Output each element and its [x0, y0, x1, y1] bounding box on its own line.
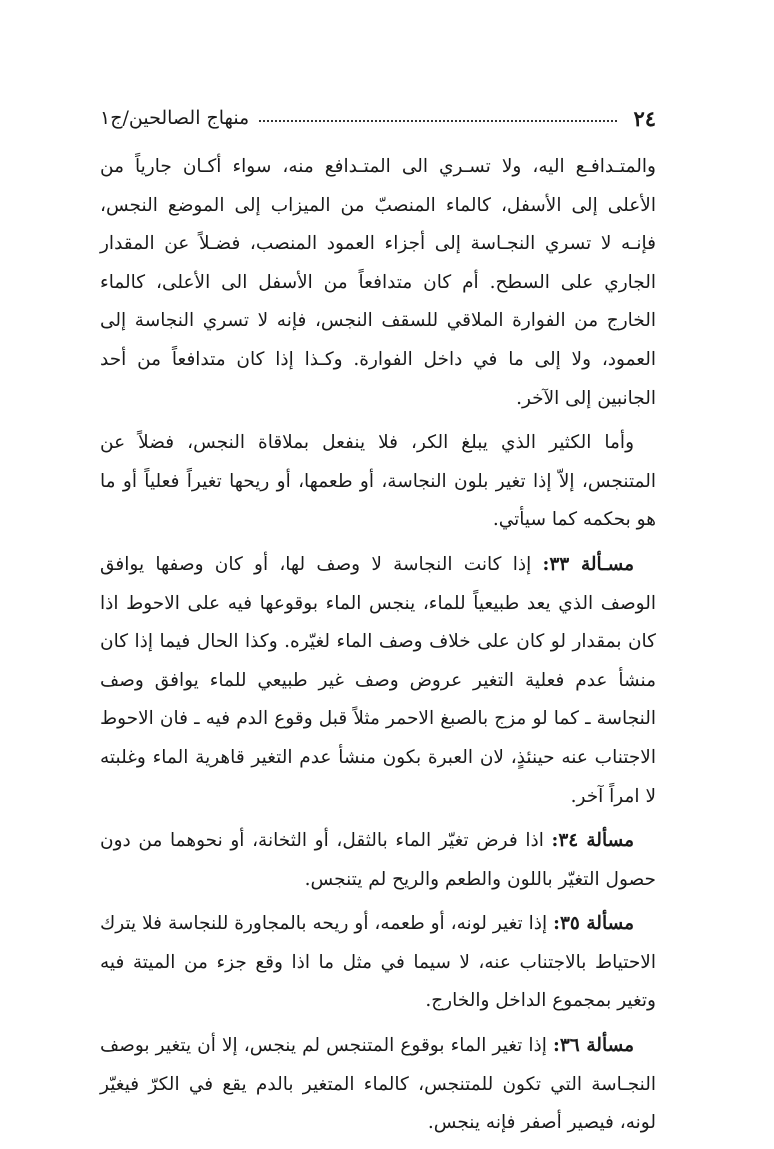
page-header — [100, 98, 656, 138]
issue-label: مسـألة ٣٣: — [542, 553, 635, 575]
paragraph-continuation — [100, 148, 656, 418]
paragraph-kurr — [100, 424, 656, 540]
running-title: منهاج الصالحين/ج١ — [100, 107, 250, 129]
issue-label: مسألة ٣٤: — [551, 830, 634, 852]
issue-label: مسألة ٣٦: — [553, 1035, 634, 1057]
issue-text: إذا كانت النجاسة لا وصف لها، أو كان وصفها يوافق الوصف الذي يعد طبيعياً للماء، ينجس الماء بوقوعها فيه على الاحوط اذا كان بمقدار لو كان على خلاف وصف الماء لغيّره. وكذا الحال فيما إذا كان منشأ عدم فعلية التغير عروض وصف غير طبيعي للماء يوافق وصف النجاسة ـ كما لو مزج بالصبغ الاحمر مثلاً قبل وقوع الدم فيه ـ فان الاحوط الاجتناب عنه حينئذٍ، لان العبرة بكون منشأ عدم التغير قاهرية الماء وغلبته لا امراً آخر. — [100, 553, 656, 807]
issue-text: إذا تغير لونه، أو طعمه، أو ريحه بالمجاورة للنجاسة فلا يترك الاحتياط بالاجتناب عنه، لا سيما في مثل ما اذا وقع جزء من الميتة فيه وتغير بمجموع الداخل والخارج. — [100, 913, 656, 1012]
issue-34 — [100, 822, 656, 899]
issue-text: إذا تغير الماء بوقوع المتنجس لم ينجس، إلا أن يتغير بوصف النجـاسة التي تكون للمتنجس، كالماء المتغير بالدم يقع في الكرّ فيغيّر لونه، فيصير أصفر فإنه ينجس. — [100, 1035, 656, 1134]
page-number: ٢٤ — [633, 105, 656, 131]
dotted-leader — [259, 120, 617, 122]
page-body — [100, 148, 656, 1149]
paragraph-text: والمتـدافـع اليه، ولا تسـري الى المتـدافع منه، سواء أكـان جارياً من الأعلى إلى الأسفل، كالماء المنصبّ من الميزاب إلى الموضع النجس، فإنـه لا تسري النجـاسة إلى أجزاء العمود المنصب، فضـلاً عن المقدار الجاري على السطح. أم كان متدافعاً من الأسفل الى الأعلى، كالماء الخارج من الفوارة الملاقي للسقف النجس، فإنه لا تسري النجاسة إلى العمود، ولا إلى ما في داخل الفوارة. وكـذا إذا كان متدافعاً من أحد الجانبين إلى الآخر. — [100, 156, 656, 409]
issue-text: اذا فرض تغيّر الماء بالثقل، أو الثخانة، أو نحوهما من دون حصول التغيّر باللون والطعم والريح لم يتنجس. — [100, 830, 656, 890]
issue-label: مسألة ٣٥: — [553, 913, 634, 935]
issue-36 — [100, 1027, 656, 1143]
issue-35 — [100, 905, 656, 1021]
paragraph-text: وأما الكثير الذي يبلغ الكر، فلا ينفعل بملاقاة النجس، فضلاً عن المتنجس، إلاّ إذا تغير بلون النجاسة، أو طعمها، أو ريحها تغيراً فعلياً أو ما هو بحكمه كما سيأتي. — [100, 432, 656, 531]
issue-33 — [100, 546, 656, 816]
